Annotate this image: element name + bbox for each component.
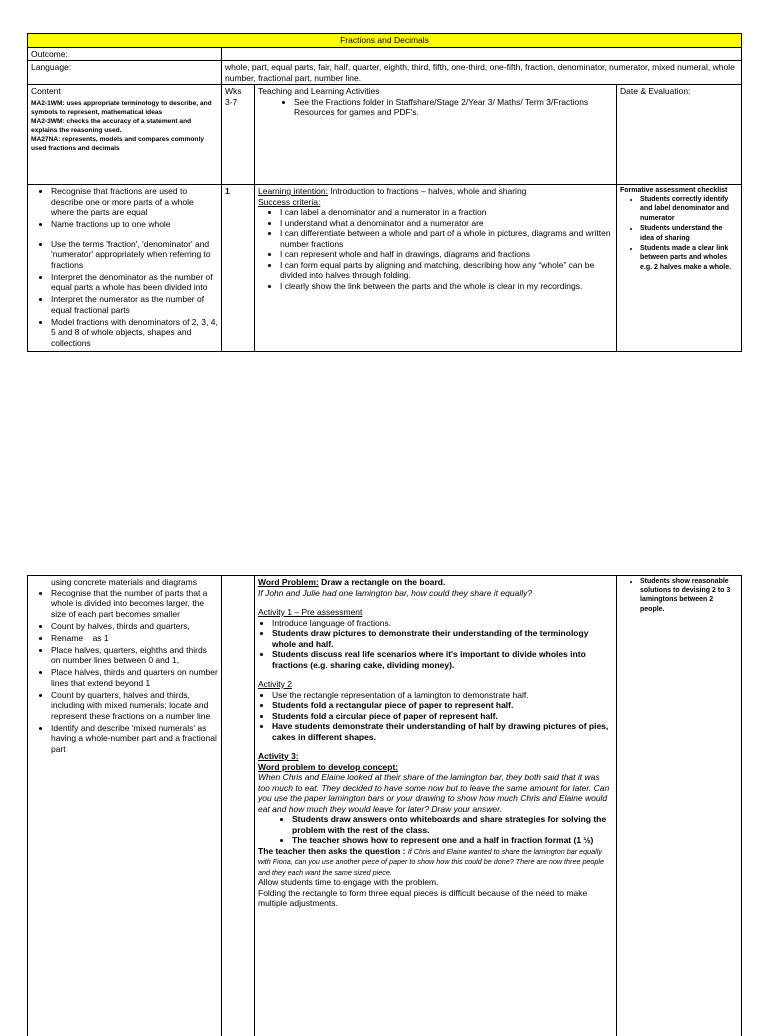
weeks-cell	[222, 85, 255, 185]
content-point: • Count by quarters, halves and thirds, including with mixed numerals; locate and represent these fractions on a number line	[51, 690, 218, 722]
allow-time-text: Allow students time to engage with the problem.	[258, 877, 439, 887]
activity-3-subtitle: Word problem to develop concept:	[258, 761, 399, 772]
activity-1-title: Activity 1 – Pre assessment	[258, 607, 363, 617]
word-problem-text: Draw a rectangle on the board.	[318, 577, 446, 587]
activity-3-story: When Chris and Elaine looked at their share of the lamington bar, they both said that it was too much to eat. They decided to have some now but to leave the same amount for later. Can you use the paper lamington bars or your drawing to show how much Chris and Elaine would eat and how much they would leave for later? Draw your answer.	[258, 772, 610, 814]
week-cell-2	[222, 576, 255, 1036]
activity-1-item: • Students discuss real life scenarios where it's important to divide wholes into fractions (e.g. sharing cake, dividing money).	[272, 649, 613, 670]
language-text: whole, part, equal parts, fair, half, quarter, eighth, third, fifth, one-third, one-fifth, fraction, denominator, numerator, mixed numeral, whole number, fractional part, number line.	[222, 61, 742, 85]
content-continued: using concrete materials and diagrams	[51, 577, 197, 587]
assessment-title: Formative assessment checklist	[620, 187, 728, 194]
content-point: • Use the terms 'fraction', 'denominator' and 'numerator' appropriately when referring to fractions	[51, 239, 218, 271]
content-outcome-1: MA2-1WM: uses appropriate terminology to describe, and symbols to represent, mathematical ideas	[31, 99, 212, 116]
outcome-value	[222, 47, 742, 61]
activity-2-item: • Students fold a rectangular piece of paper to represent half.	[272, 700, 613, 711]
activity-2-title: Activity 2	[258, 679, 293, 689]
content-point: • Interpret the denominator as the number of equal parts a whole has been divided into	[51, 272, 218, 293]
content-points-cell-2	[28, 576, 222, 1036]
assessment-cell-2	[617, 576, 742, 1036]
assessment-item: • Students correctly identify and label denominator and numerator	[640, 195, 738, 223]
content-point: • Recognise that the number of parts that a whole is divided into becomes larger, the size of each part becomes smaller	[51, 588, 218, 620]
weeks-label: Wks	[225, 86, 242, 96]
content-point: • Place halves, thirds and quarters on number lines that extend beyond 1	[51, 667, 218, 688]
assessment-item: • Students made a clear link between parts and wholes e.g. 2 halves make a whole.	[640, 244, 738, 272]
weeks-value: 3-7	[225, 96, 238, 107]
content-point: • Interpret the numerator as the number of equal fractional parts	[51, 294, 218, 315]
lesson-2-cell	[255, 576, 617, 1036]
success-criterion: • I can differentiate between a whole and part of a whole in pictures, diagrams and written number fractions	[280, 228, 613, 249]
resource-note: • See the Fractions folder in Staffshare/Stage 2/Year 3/ Maths/ Term 3/Fractions Resources for games and PDF's.	[294, 97, 613, 118]
evaluation-header-cell	[617, 85, 742, 185]
activity-1-item: • Introduce language of fractions.	[272, 618, 613, 629]
content-point: • Model fractions with denominators of 2, 3, 4, 5 and 8 of whole objects, shapes and collections	[51, 317, 218, 349]
content-label: Content	[31, 86, 61, 96]
content-cell	[28, 85, 222, 185]
success-criterion: • I clearly show the link between the parts and the whole is clear in my recordings.	[280, 281, 613, 292]
activities-header-cell	[255, 85, 617, 185]
lesson-1-cell	[255, 185, 617, 352]
content-point: • Identify and describe 'mixed numerals' as having a whole-number part and a fractional part	[51, 723, 218, 755]
success-criterion: • I can label a denominator and a numerator in a fraction	[280, 207, 613, 218]
word-problem-label: Word Problem:	[258, 577, 319, 587]
success-criteria-label: Success criteria:	[258, 196, 321, 207]
teacher-question-label: The teacher then asks the question :	[258, 845, 408, 856]
activity-3-item: • The teacher shows how to represent one and a half in fraction format (1 ½)	[292, 835, 613, 846]
activity-2-item: • Use the rectangle representation of a lamington to demonstrate half.	[272, 690, 613, 701]
activity-2-item: • Students fold a circular piece of paper of represent half.	[272, 711, 613, 722]
content-point: • Count by halves, thirds and quarters,	[51, 621, 218, 632]
unit-title: Fractions and Decimals	[28, 34, 742, 48]
content-point: • Name fractions up to one whole	[51, 219, 218, 230]
plan-table-top	[27, 33, 742, 352]
activity-1-item: • Students draw pictures to demonstrate their understanding of the terminology whole and half.	[272, 628, 613, 649]
outcome-label: Outcome:	[28, 47, 222, 61]
activity-3-item: • Students draw answers onto whiteboards and share strategies for solving the problem with the rest of the class.	[292, 814, 613, 835]
folding-note: Folding the rectangle to form three equal pieces is difficult because of the need to make multiple adjustments.	[258, 887, 588, 908]
evaluation-label: Date & Evaluation:	[620, 86, 691, 96]
success-criterion: • I can represent whole and half in drawings, diagrams and fractions	[280, 249, 613, 260]
learning-intention-label: Learning intention:	[258, 186, 328, 196]
success-criterion: • I can form equal parts by aligning and matching, describing how any “whole” can be divided into halves through folding.	[280, 260, 613, 281]
assessment-item: • Students show reasonable solutions to devising 2 to 3 lamingtons between 2 people.	[640, 577, 738, 614]
assessment-cell	[617, 185, 742, 352]
success-criterion: • I understand what a denominator and a numerator are	[280, 218, 613, 229]
assessment-item: • Students understand the idea of sharing	[640, 224, 738, 242]
content-point: • Rename as 1	[51, 633, 218, 644]
week-number: 1	[222, 185, 255, 352]
activities-label: Teaching and Learning Activities	[258, 86, 380, 96]
content-points-cell	[28, 185, 222, 352]
content-outcome-3: MA27NA: represents, models and compares commonly used fractions and decimals	[31, 135, 204, 152]
plan-table-bottom	[27, 575, 742, 1036]
teacher-question: If Chris and Elaine wanted to share the lamington bar equally with Fiona, can you use another piece of paper to show how this could be done? There are now three people and they each want the same sized piece.	[258, 846, 605, 877]
language-label: Language:	[28, 61, 222, 85]
learning-intention-text: Introduction to fractions – halves, whole and sharing	[327, 186, 527, 196]
activity-2-item: • Have students demonstrate their understanding of half by drawing pictures of pies, cakes in different shapes.	[272, 721, 613, 742]
word-problem-question: If John and Julie had one lamington bar, how could they share it equally?	[258, 587, 533, 598]
activity-3-title: Activity 3:	[258, 751, 299, 761]
content-point: • Place halves, quarters, eighths and thirds on number lines between 0 and 1,	[51, 645, 218, 666]
content-point: • Recognise that fractions are used to describe one or more parts of a whole where the parts are equal	[51, 186, 218, 218]
content-outcome-2: MA2-3WM: checks the accuracy of a statement and explains the reasoning used.	[31, 117, 192, 134]
